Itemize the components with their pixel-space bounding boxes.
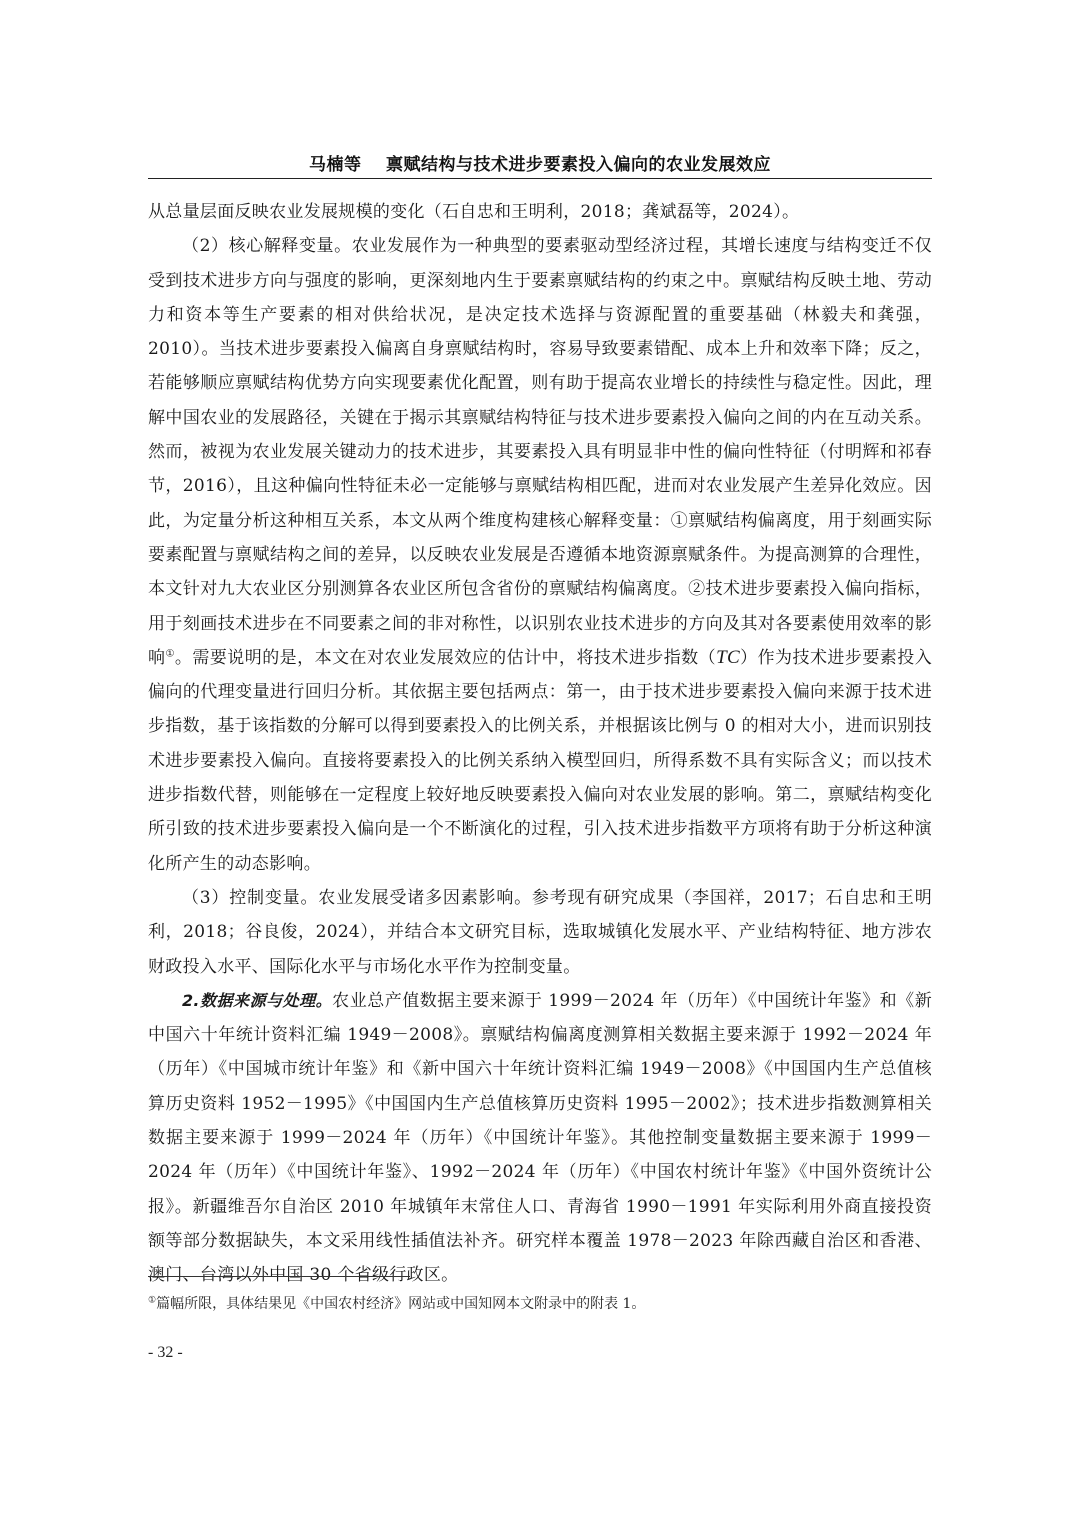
paragraph-continuation: 从总量层面反映农业发展规模的变化（石自忠和王明利，2018；龚斌磊等，2024）。 xyxy=(148,202,800,222)
body-text xyxy=(148,195,932,1293)
paragraph-control-variables: （3）控制变量。农业发展受诸多因素影响。参考现有研究成果（李国祥，2017；石自忠和王明利，2018；谷良俊，2024），并结合本文研究目标，选取城镇化发展水平、产业结构特征、地方涉农财政投入水平、国际化水平与市场化水平作为控制变量。 xyxy=(148,887,932,977)
footnote-mark: ① xyxy=(148,1295,157,1306)
paragraph-data-sources-text: 农业总产值数据主要来源于 1999－2024 年（历年）《中国统计年鉴》和《新中国六十年统计资料汇编 1949－2008》。禀赋结构偏离度测算相关数据主要来源于 1992－2024 年（历年）《中国城市统计年鉴》和《新中国六十年统计资料汇编 1949－2008》《中国国内生产总值核算历史资料 1952－1995》《中国国内生产总值核算历史资料 1995－2002》；技术进步指数测算相关数据主要来源于 1999－2024 年（历年）《中国统计年鉴》。其他控制变量数据主要来源于 1999－2024 年（历年）《中国统计年鉴》、1992－2024 年（历年）《中国农村统计年鉴》《中国外资统计公报》。新疆维吾尔自治区 2010 年城镇年末常住人口、青海省 1990－1991 年实际利用外商直接投资额等部分数据缺失，本文采用线性插值法补齐。研究样本覆盖 1978－2023 年除西藏自治区和香港、澳门、台湾以外中国 30 个省级行政区。 xyxy=(148,990,932,1286)
paragraph-data-sources xyxy=(148,984,932,1293)
footnote-text: 篇幅所限，具体结果见《中国农村经济》网站或中国知网本文附录中的附表 1。 xyxy=(156,1296,646,1312)
header-authors: 马楠等 xyxy=(309,155,362,175)
paragraph-core-variables xyxy=(148,229,932,881)
footnote-rule xyxy=(148,1276,410,1277)
paragraph-core-variables-part-a: （2）核心解释变量。农业发展作为一种典型的要素驱动型经济过程，其增长速度与结构变迁不仅受到技术进步方向与强度的影响，更深刻地内生于要素禀赋结构的约束之中。禀赋结构反映土地、劳动力和资本等生产要素的相对供给状况，是决定技术选择与资源配置的重要基础（林毅夫和龚强，2010）。当技术进步要素投入偏离自身禀赋结构时，容易导致要素错配、成本上升和效率下降；反之，若能够顺应禀赋结构优势方向实现要素优化配置，则有助于提高农业增长的持续性与稳定性。因此，理解中国农业的发展路径，关键在于揭示其禀赋结构特征与技术进步要素投入偏向之间的内在互动关系。然而，被视为农业发展关键动力的技术进步，其要素投入具有明显非中性的偏向性特征（付明辉和祁春节，2016），且这种偏向性特征未必一定能够与禀赋结构相匹配，进而对农业发展产生差异化效应。因此，为定量分析这种相互关系，本文从两个维度构建核心解释变量：①禀赋结构偏离度，用于刻画实际要素配置与禀赋结构之间的差异，以反映农业发展是否遵循本地资源禀赋条件。为提高测算的合理性，本文针对九大农业区分别测算各农业区所包含省份的禀赋结构偏离度。②技术进步要素投入偏向指标，用于刻画技术进步在不同要素之间的非对称性，以识别农业技术进步的方向及其对各要素使用效率的影响 xyxy=(148,236,932,668)
header-title: 禀赋结构与技术进步要素投入偏向的农业发展效应 xyxy=(385,155,771,175)
section-title-data: 2.数据来源与处理。 xyxy=(182,990,333,1010)
running-header xyxy=(148,150,932,175)
footnote xyxy=(148,1292,932,1316)
footnote-reference[interactable]: ① xyxy=(165,648,175,660)
page-number: - 32 - xyxy=(148,1344,183,1361)
tc-symbol: TC xyxy=(716,646,740,668)
paragraph-core-variables-part-c: ）作为技术进步要素投入偏向的代理变量进行回归分析。其依据主要包括两点：第一，由于技术进步要素投入偏向来源于技术进步指数，基于该指数的分解可以得到要素投入的比例关系，并根据该比例与 0 的相对大小，进而识别技术进步要素投入偏向。直接将要素投入的比例关系纳入模型回归，所得系数不具有实际含义；而以技术进步指数代替，则能够在一定程度上较好地反映要素投入偏向对农业发展的影响。第二，禀赋结构变化所引致的技术进步要素投入偏向是一个不断演化的过程，引入技术进步指数平方项将有助于分析这种演化所产生的动态影响。 xyxy=(148,647,932,874)
header-rule xyxy=(148,178,932,179)
paragraph-core-variables-part-b: 。需要说明的是，本文在对农业发展效应的估计中，将技术进步指数（ xyxy=(174,647,717,668)
